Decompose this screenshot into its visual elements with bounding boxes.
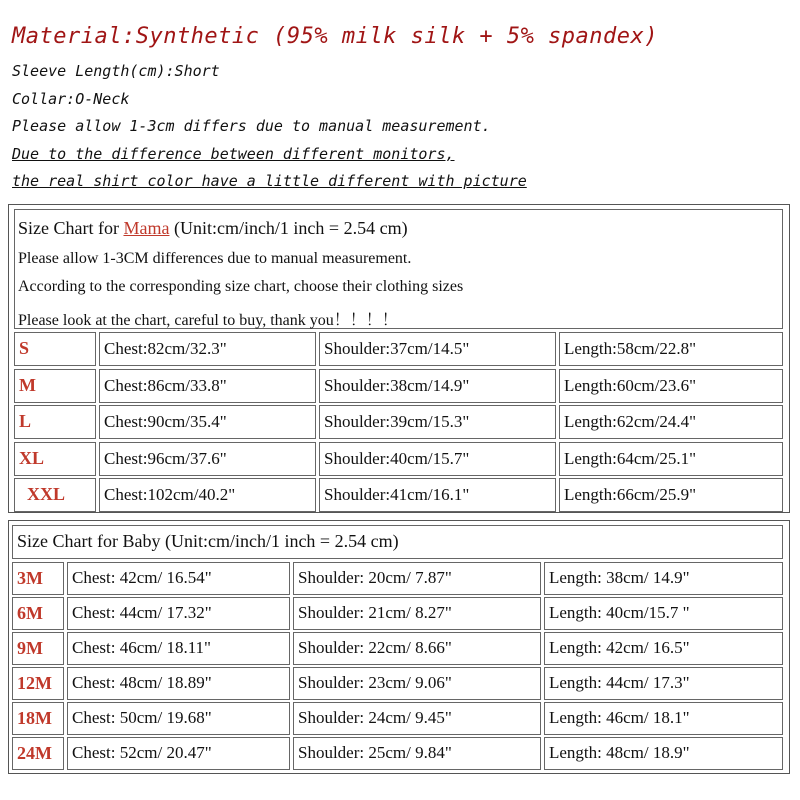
- mama-shoulder-cell: Shoulder:40cm/15.7": [319, 442, 556, 476]
- mama-chest-cell: Chest:102cm/40.2": [99, 478, 316, 512]
- baby-size-label: 12M: [12, 667, 64, 700]
- mama-chest-cell: Chest:96cm/37.6": [99, 442, 316, 476]
- mama-shoulder-cell: Shoulder:39cm/15.3": [319, 405, 556, 439]
- mama-chart-title: [18, 218, 408, 239]
- baby-size-chart: [8, 520, 790, 774]
- baby-size-label: 24M: [12, 737, 64, 770]
- mama-chest-cell: Chest:86cm/33.8": [99, 369, 316, 403]
- baby-chest-cell: Chest: 50cm/ 19.68": [67, 702, 290, 735]
- collar-text: Collar:O-Neck: [12, 89, 130, 108]
- baby-length-cell: Length: 44cm/ 17.3": [544, 667, 783, 700]
- mama-shoulder-cell: Shoulder:38cm/14.9": [319, 369, 556, 403]
- baby-length-cell: Length: 46cm/ 18.1": [544, 702, 783, 735]
- mama-chest-cell: Chest:82cm/32.3": [99, 332, 316, 366]
- baby-chart-title: Size Chart for Baby (Unit:cm/inch/1 inch = 2.54 cm): [12, 525, 783, 559]
- baby-length-cell: Length: 38cm/ 14.9": [544, 562, 783, 595]
- baby-size-label: 9M: [12, 632, 64, 665]
- mama-chart-intro: [14, 209, 783, 329]
- baby-shoulder-cell: Shoulder: 23cm/ 9.06": [293, 667, 541, 700]
- baby-length-cell: Length: 40cm/15.7 ": [544, 597, 783, 630]
- mama-size-label: L: [14, 405, 96, 439]
- baby-chest-cell: Chest: 48cm/ 18.89": [67, 667, 290, 700]
- baby-shoulder-cell: Shoulder: 22cm/ 8.66": [293, 632, 541, 665]
- mama-length-cell: Length:66cm/25.9": [559, 478, 783, 512]
- baby-chest-cell: Chest: 44cm/ 17.32": [67, 597, 290, 630]
- baby-size-label: 3M: [12, 562, 64, 595]
- mama-title-prefix: Size Chart for: [18, 218, 124, 238]
- mama-length-cell: Length:64cm/25.1": [559, 442, 783, 476]
- baby-shoulder-cell: Shoulder: 25cm/ 9.84": [293, 737, 541, 770]
- baby-length-cell: Length: 42cm/ 16.5": [544, 632, 783, 665]
- baby-chest-cell: Chest: 42cm/ 16.54": [67, 562, 290, 595]
- mama-title-suffix: (Unit:cm/inch/1 inch = 2.54 cm): [169, 218, 408, 238]
- mama-length-cell: Length:60cm/23.6": [559, 369, 783, 403]
- mama-size-chart: [8, 204, 790, 513]
- material-heading: Material:Synthetic (95% milk silk + 5% spandex): [12, 24, 659, 49]
- mama-size-label: S: [14, 332, 96, 366]
- baby-shoulder-cell: Shoulder: 24cm/ 9.45": [293, 702, 541, 735]
- monitor-note-line-2: the real shirt color have a little different with picture: [12, 172, 527, 190]
- mama-shoulder-cell: Shoulder:41cm/16.1": [319, 478, 556, 512]
- baby-length-cell: Length: 48cm/ 18.9": [544, 737, 783, 770]
- mama-shoulder-cell: Shoulder:37cm/14.5": [319, 332, 556, 366]
- mama-note-3: Please look at the chart, careful to buy, thank you！！！！: [18, 312, 398, 329]
- mama-title-name: Mama: [123, 218, 170, 238]
- mama-chest-cell: Chest:90cm/35.4": [99, 405, 316, 439]
- baby-shoulder-cell: Shoulder: 21cm/ 8.27": [293, 597, 541, 630]
- mama-note-2: According to the corresponding size chart, choose their clothing sizes: [18, 278, 464, 295]
- mama-size-label: XXL: [14, 478, 96, 512]
- baby-chest-cell: Chest: 52cm/ 20.47": [67, 737, 290, 770]
- monitor-note-line-1: Due to the difference between different monitors,: [12, 144, 455, 163]
- measurement-note: Please allow 1-3cm differs due to manual measurement.: [12, 117, 491, 135]
- baby-size-label: 6M: [12, 597, 64, 630]
- mama-note-1: Please allow 1-3CM differences due to manual measurement.: [18, 250, 412, 267]
- mama-size-label: M: [14, 369, 96, 403]
- mama-length-cell: Length:62cm/24.4": [559, 405, 783, 439]
- mama-size-label: XL: [14, 442, 96, 476]
- baby-size-label: 18M: [12, 702, 64, 735]
- baby-chest-cell: Chest: 46cm/ 18.11": [67, 632, 290, 665]
- mama-length-cell: Length:58cm/22.8": [559, 332, 783, 366]
- baby-shoulder-cell: Shoulder: 20cm/ 7.87": [293, 562, 541, 595]
- product-header: [12, 20, 792, 196]
- sleeve-length-text: Sleeve Length(cm):Short: [12, 62, 220, 80]
